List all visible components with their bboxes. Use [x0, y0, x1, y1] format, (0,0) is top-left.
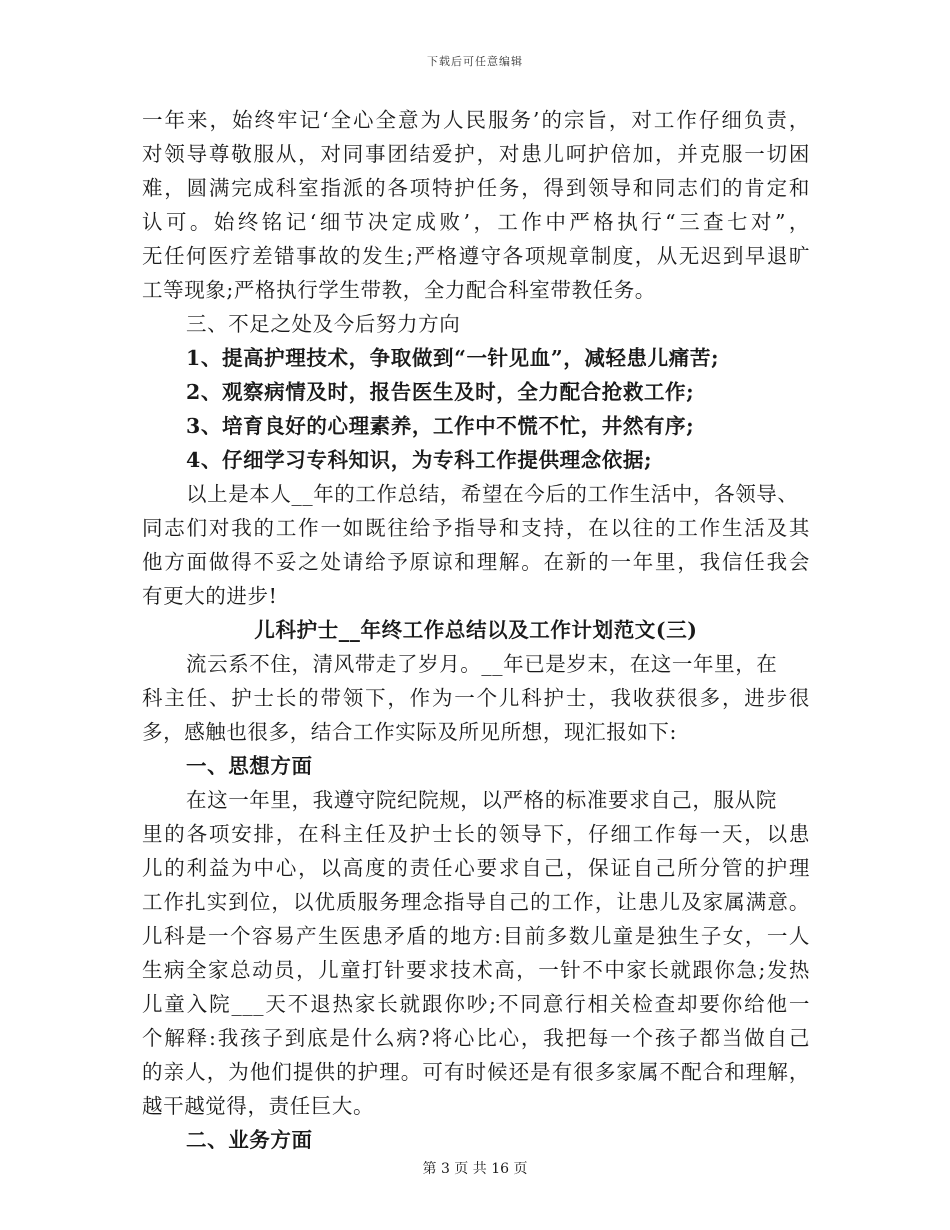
- paragraph-line: 儿的利益为中心，以高度的责任心要求自己，保证自己所分管的护理: [142, 856, 810, 880]
- list-item: 2、观察病情及时，报告医生及时，全力配合抢救工作;: [186, 380, 695, 404]
- paragraph-line: 对领导尊敬服从，对同事团结爱护，对患儿呵护倍加，并克服一切困: [142, 142, 810, 166]
- paragraph-line: 工作扎实到位，以优质服务理念指导自己的工作，让患儿及家属满意。: [142, 890, 810, 914]
- list-item: 4、仔细学习专科知识，为专科工作提供理念依据;: [186, 448, 653, 472]
- page-number-footer: 第 3 页 共 16 页: [422, 1161, 528, 1177]
- paragraph-line: 里的各项安排，在科主任及护士长的领导下，仔细工作每一天，以患: [142, 822, 810, 846]
- header-note: 下载后可任意编辑: [427, 55, 523, 68]
- paragraph-line: 个解释:我孩子到底是什么病?将心比心，我把每一个孩子都当做自己: [142, 1026, 810, 1050]
- section-heading: 三、不足之处及今后努力方向: [186, 312, 461, 336]
- document-body: [142, 103, 810, 1157]
- paragraph-line: 认可。始终铭记‘细节决定成败’，工作中严格执行“三查七对”，: [142, 210, 810, 234]
- document-title: 儿科护士__年终工作总结以及工作计划范文(三): [254, 618, 698, 642]
- paragraph-line: 多，感触也很多，结合工作实际及所见所想，现汇报如下:: [142, 720, 678, 744]
- paragraph-line: 他方面做得不妥之处请给予原谅和理解。在新的一年里，我信任我会: [142, 550, 810, 574]
- paragraph-line: 儿童入院___天不退热家长就跟你吵;不同意行相关检查却要你给他一: [142, 992, 810, 1016]
- paragraph-line: 生病全家总动员，儿童打针要求技术高，一针不中家长就跟你急;发热: [142, 958, 810, 982]
- paragraph-line: 以上是本人__年的工作总结，希望在今后的工作生活中，各领导、: [186, 482, 799, 506]
- list-item: 1、提高护理技术，争取做到“一针见血”，减轻患儿痛苦;: [186, 346, 720, 370]
- section-heading: 二、业务方面: [186, 1128, 313, 1152]
- paragraph-line: 一年来，始终牢记‘全心全意为人民服务’的宗旨，对工作仔细负责，: [142, 108, 810, 132]
- paragraph-line: 有更大的进步!: [142, 584, 278, 608]
- paragraph-line: 流云系不住，清风带走了岁月。__年已是岁末，在这一年里，在: [186, 652, 778, 676]
- paragraph-line: 同志们对我的工作一如既往给予指导和支持，在以往的工作生活及其: [142, 516, 810, 540]
- paragraph-line: 无任何医疗差错事故的发生;严格遵守各项规章制度，从无迟到早退旷: [142, 244, 810, 268]
- paragraph-line: 科主任、护士长的带领下，作为一个儿科护士，我收获很多，进步很: [142, 686, 810, 710]
- section-heading: 一、思想方面: [186, 754, 313, 778]
- paragraph-line: 工等现象;严格执行学生带教，全力配合科室带教任务。: [142, 278, 656, 302]
- paragraph-line: 的亲人，为他们提供的护理。可有时候还是有很多家属不配合和理解，: [142, 1060, 810, 1084]
- paragraph-line: 儿科是一个容易产生医患矛盾的地方:目前多数儿童是独生子女，一人: [142, 924, 810, 948]
- paragraph-line: 越干越觉得，责任巨大。: [142, 1094, 375, 1118]
- paragraph-line: 难，圆满完成科室指派的各项特护任务，得到领导和同志们的肯定和: [142, 176, 810, 200]
- list-item: 3、培育良好的心理素养，工作中不慌不忙，井然有序;: [186, 414, 695, 438]
- paragraph-line: 在这一年里，我遵守院纪院规，以严格的标准要求自己，服从院: [186, 788, 777, 812]
